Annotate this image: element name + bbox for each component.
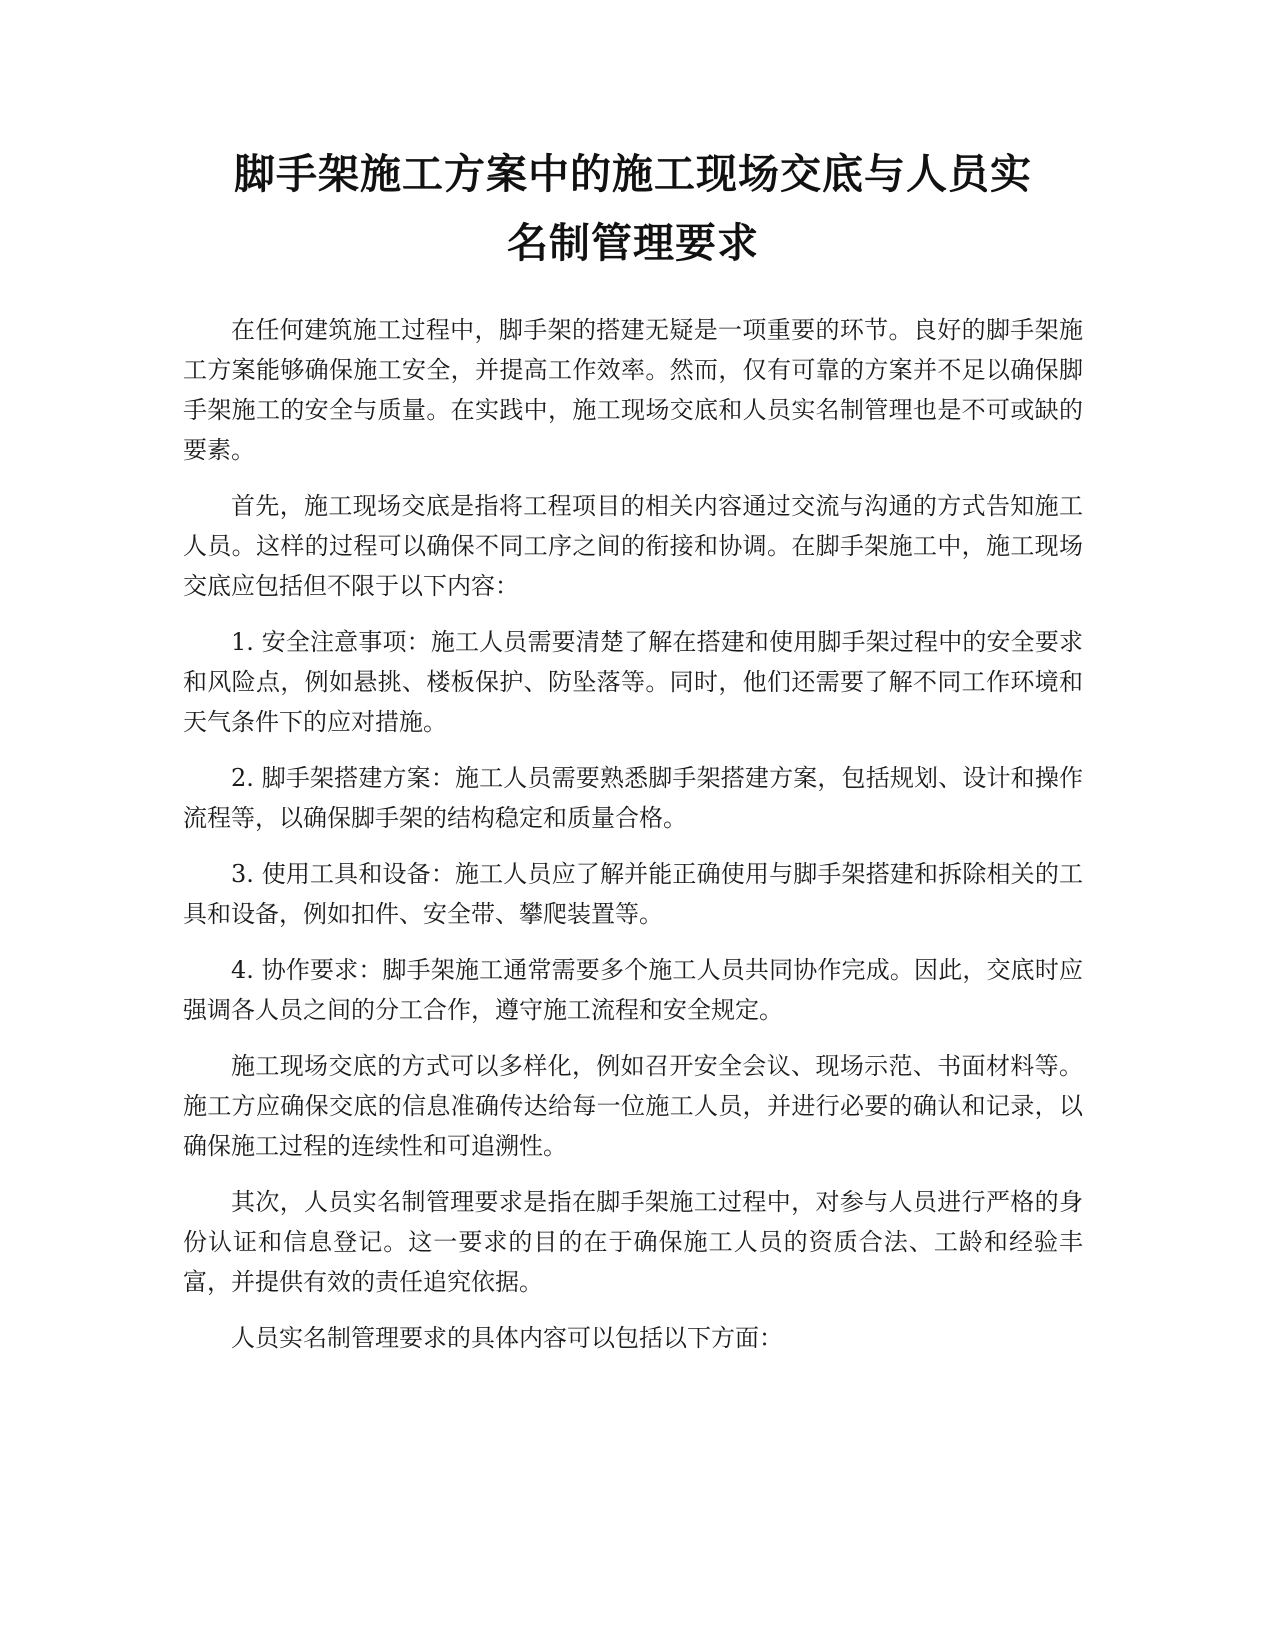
title-line-2: 名制管理要求 [507,219,759,267]
document-body [183,310,1083,1374]
paragraph-site-briefing: 首先，施工现场交底是指将工程项目的相关内容通过交流与沟通的方式告知施工人员。这样的过程可以确保不同工序之间的衔接和协调。在脚手架施工中，施工现场交底应包括但不限于以下内容： [183,492,1083,600]
list-item-safety: 1. 安全注意事项：施工人员需要清楚了解在搭建和使用脚手架过程中的安全要求和风险点，例如悬挑、楼板保护、防坠落等。同时，他们还需要了解不同工作环境和天气条件下的应对措施。 [183,628,1083,736]
list-item-scaffold-plan: 2. 脚手架搭建方案：施工人员需要熟悉脚手架搭建方案，包括规划、设计和操作流程等，以确保脚手架的结构稳定和质量合格。 [183,764,1083,832]
document-title [183,140,1083,278]
paragraph-real-name-management: 其次，人员实名制管理要求是指在脚手架施工过程中，对参与人员进行严格的身份认证和信息登记。这一要求的目的在于确保施工人员的资质合法、工龄和经验丰富，并提供有效的责任追究依据。 [183,1188,1083,1296]
paragraph-briefing-methods: 施工现场交底的方式可以多样化，例如召开安全会议、现场示范、书面材料等。施工方应确保交底的信息准确传达给每一位施工人员，并进行必要的确认和记录，以确保施工过程的连续性和可追溯性。 [183,1052,1083,1160]
list-item-collaboration: 4. 协作要求：脚手架施工通常需要多个施工人员共同协作完成。因此，交底时应强调各人员之间的分工合作，遵守施工流程和安全规定。 [183,956,1083,1024]
list-item-tools: 3. 使用工具和设备：施工人员应了解并能正确使用与脚手架搭建和拆除相关的工具和设备，例如扣件、安全带、攀爬装置等。 [183,860,1083,928]
paragraph-real-name-contents: 人员实名制管理要求的具体内容可以包括以下方面： [231,1324,783,1352]
paragraph-intro: 在任何建筑施工过程中，脚手架的搭建无疑是一项重要的环节。良好的脚手架施工方案能够确保施工安全，并提高工作效率。然而，仅有可靠的方案并不足以确保脚手架施工的安全与质量。在实践中，施工现场交底和人员实名制管理也是不可或缺的要素。 [183,316,1083,464]
title-line-1: 脚手架施工方案中的施工现场交底与人员实 [234,150,1032,198]
